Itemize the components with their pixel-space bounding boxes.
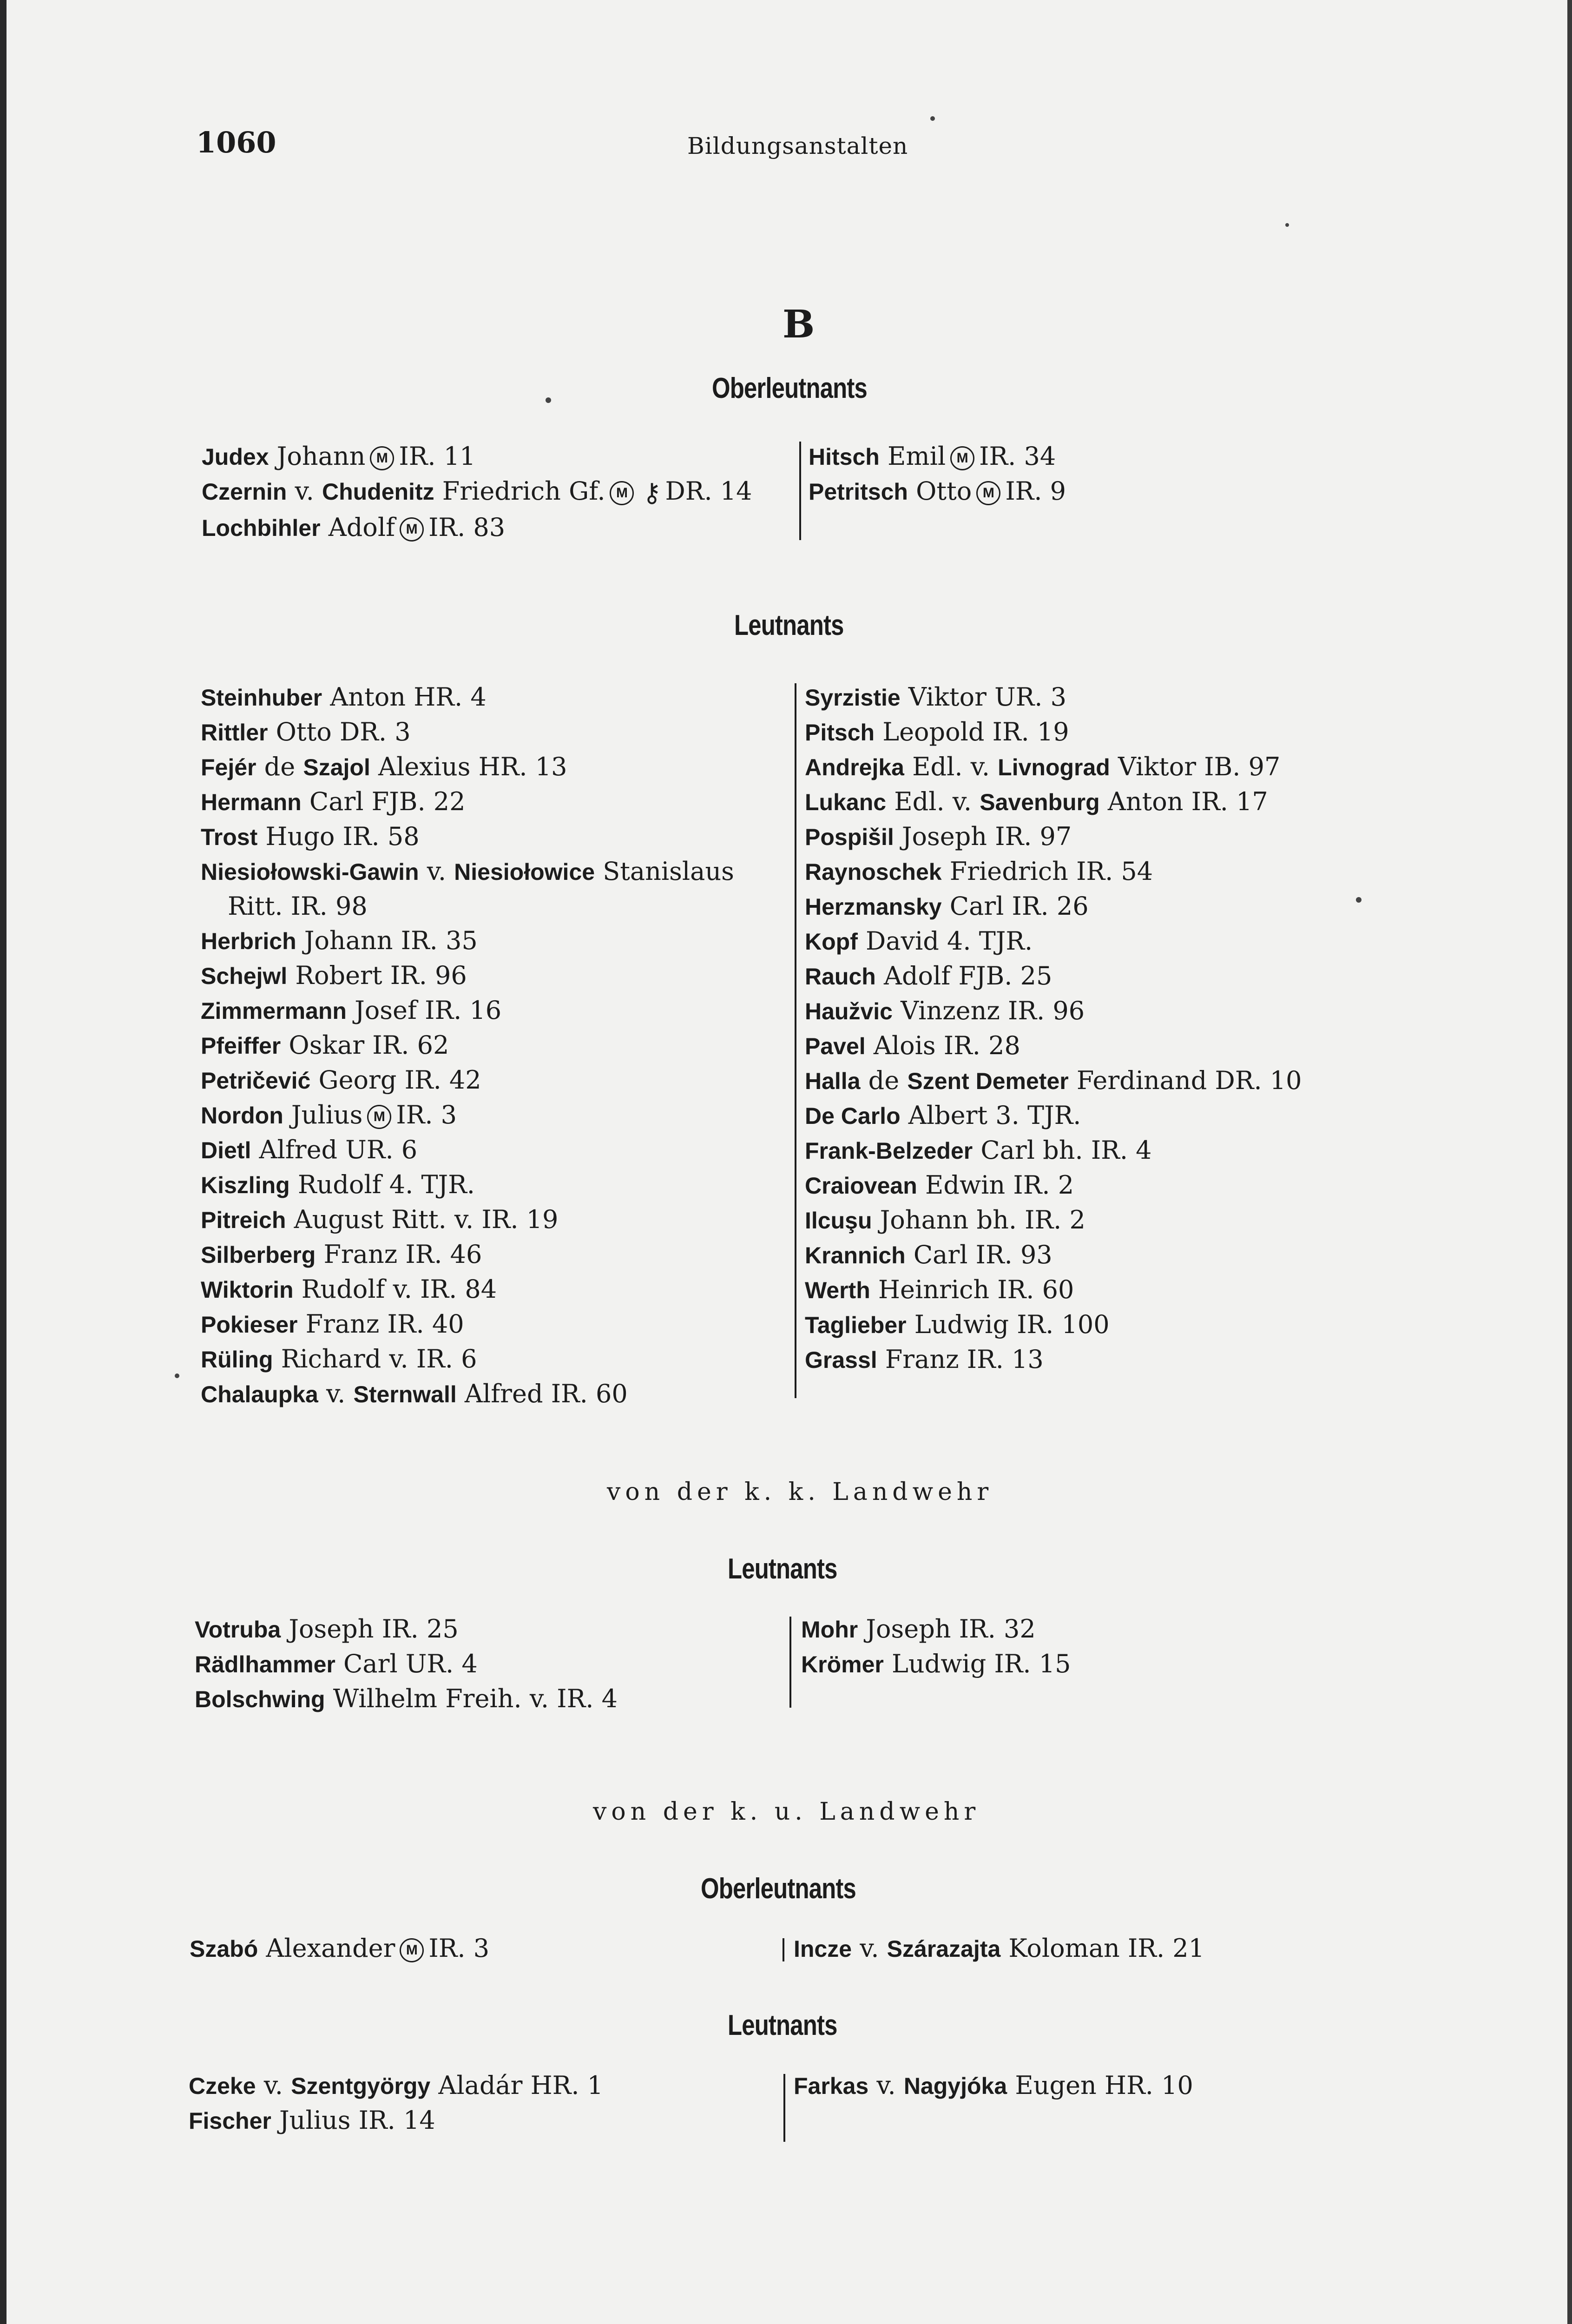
entry-text: Joseph IR. 25	[281, 1614, 459, 1644]
entry-surname: Pitsch	[805, 720, 875, 746]
entry-text: Koloman IR. 21	[1000, 1934, 1204, 1963]
entry-unit: IR. 11	[399, 442, 476, 471]
medal-icon: M	[400, 517, 424, 541]
entry-surname: Syrzistie	[805, 685, 901, 711]
entry-text: Emil	[879, 442, 946, 471]
entry-text: Josef IR. 16	[346, 996, 502, 1025]
list-item	[189, 2068, 603, 2103]
leutnants-right-column	[805, 680, 1302, 1377]
heading-leutnants-ku: Leutnants	[728, 2009, 837, 2041]
entry-surname: Halla	[805, 1068, 861, 1094]
entry-text: Georg IR. 42	[310, 1065, 481, 1095]
list-item	[195, 1647, 618, 1682]
entry-surname: Herbrich	[201, 928, 296, 954]
entry-text: Adolf	[320, 513, 395, 542]
list-item	[805, 1238, 1302, 1273]
entry-surname: Pfeiffer	[201, 1033, 281, 1059]
entry-surname: Andrejka	[805, 754, 904, 780]
entry-surname: Kiszling	[201, 1172, 290, 1198]
entry-surname: Pitreich	[201, 1207, 286, 1233]
entry-text: Carl UR. 4	[335, 1649, 478, 1678]
entry-surname: Werth	[805, 1277, 870, 1303]
list-item	[201, 1098, 734, 1133]
entry-surname: Judex	[202, 444, 269, 470]
list-item	[201, 1133, 734, 1168]
list-item	[189, 2103, 603, 2138]
entry-surname: Lukanc	[805, 789, 887, 815]
list-item	[805, 1203, 1302, 1238]
entry-text: Vinzenz IR. 96	[892, 996, 1085, 1025]
entry-text: Adolf FJB. 25	[875, 961, 1052, 990]
medal-icon: M	[367, 1105, 391, 1129]
entry-surname: Hitsch	[809, 444, 880, 470]
list-item	[805, 889, 1302, 924]
list-item	[805, 1063, 1302, 1098]
list-item	[805, 924, 1302, 959]
entry-surname: Czernin	[202, 479, 287, 505]
entry-text: v.	[868, 2071, 904, 2100]
entry-text: Viktor UR. 3	[900, 682, 1066, 712]
list-item	[805, 785, 1302, 819]
kk-leutnants-left-column	[195, 1612, 618, 1717]
scan-speck	[546, 397, 551, 403]
medal-icon: M	[950, 446, 974, 470]
entry-unit: IR. 83	[428, 513, 506, 542]
entry-surname: Pokieser	[201, 1312, 298, 1338]
key-icon: ⚷	[642, 478, 662, 508]
list-item	[202, 439, 752, 474]
column-divider	[795, 683, 796, 1398]
entry-text: Alfred UR. 6	[251, 1135, 418, 1164]
oberleutnants-right-column	[809, 439, 1066, 509]
entry-text: Franz IR. 13	[877, 1345, 1044, 1374]
entry-surname: Votruba	[195, 1617, 281, 1643]
entry-text: Friedrich IR. 54	[941, 857, 1153, 886]
entry-text: v.	[318, 1379, 354, 1408]
scan-speck	[1356, 897, 1362, 903]
entry-surname: Wiktorin	[201, 1277, 294, 1303]
entry-surname: Zimmermann	[201, 998, 347, 1024]
entry-text: Joseph IR. 32	[858, 1614, 1036, 1644]
entry-text: v.	[287, 476, 322, 506]
list-item	[805, 1342, 1302, 1377]
entry-surname: Rädlhammer	[195, 1651, 335, 1677]
list-item	[201, 924, 734, 958]
medal-icon: M	[976, 481, 1000, 505]
entry-surname: Szabó	[190, 1936, 258, 1962]
entry-surname: Herzmansky	[805, 894, 942, 920]
entry-surname: Incze	[794, 1936, 852, 1962]
entry-text: Rudolf v. IR. 84	[293, 1274, 497, 1304]
list-item	[805, 715, 1302, 750]
list-item	[805, 1029, 1302, 1063]
entry-text: Albert 3. TJR.	[900, 1101, 1081, 1130]
entry-text: August Ritt. v. IR. 19	[286, 1205, 559, 1234]
entry-surname: Farkas	[794, 2073, 869, 2099]
entry-surname: Frank-Belzeder	[805, 1138, 973, 1164]
entry-surname: Grassl	[805, 1347, 877, 1373]
list-item	[201, 993, 734, 1028]
list-item	[809, 474, 1066, 509]
heading-oberleutnants-ku: Oberleutnants	[701, 1873, 856, 1905]
entry-surname: Dietl	[201, 1137, 251, 1163]
entry-surname: Silberberg	[201, 1242, 316, 1268]
entry-text: Otto	[908, 476, 972, 506]
entry-surname: Savenburg	[980, 789, 1100, 815]
entry-unit: IR. 34	[979, 442, 1056, 471]
kk-leutnants-right-column	[801, 1612, 1071, 1682]
scan-speck	[930, 116, 935, 121]
list-item	[201, 1342, 734, 1377]
oberleutnants-left-column	[202, 439, 752, 545]
entry-text: Viktor IB. 97	[1110, 752, 1281, 781]
entry-text: Stanislaus	[595, 857, 734, 886]
entry-text: Leopold IR. 19	[875, 717, 1069, 746]
entry-text: Edwin IR. 2	[917, 1170, 1074, 1200]
list-item	[794, 1931, 1204, 1966]
page-number: 1060	[196, 125, 276, 159]
entry-text: Carl FJB. 22	[301, 787, 466, 816]
entry-unit: IR. 3	[428, 1934, 490, 1963]
list-item	[201, 1028, 734, 1063]
entry-surname: Craiovean	[805, 1173, 917, 1199]
entry-text: Ludwig IR. 100	[906, 1310, 1110, 1339]
entry-continuation: Ritt. IR. 98	[228, 891, 368, 921]
list-item	[202, 510, 752, 545]
entry-text: Wilhelm Freih. v. IR. 4	[325, 1684, 618, 1713]
entry-surname: Nagyjóka	[903, 2073, 1007, 2099]
entry-unit: IR. 9	[1005, 476, 1066, 506]
entry-surname: Haužvic	[805, 998, 893, 1024]
entry-text: de	[256, 752, 303, 781]
list-item	[201, 750, 734, 785]
entry-text: Alexander	[258, 1934, 395, 1963]
entry-surname: Trost	[201, 824, 258, 850]
entry-text: Robert IR. 96	[287, 961, 467, 990]
list-item	[805, 1133, 1302, 1168]
running-head: Bildungsanstalten	[687, 132, 908, 159]
entry-surname: Bolschwing	[195, 1686, 325, 1712]
entry-surname: Pospišil	[805, 824, 894, 850]
list-item	[805, 1273, 1302, 1307]
entry-surname: Ilcuşu	[805, 1208, 872, 1234]
entry-surname: Raynoschek	[805, 859, 942, 885]
entry-surname: Szárazajta	[887, 1936, 1001, 1962]
list-item	[190, 1931, 489, 1966]
heading-leutnants: Leutnants	[734, 609, 844, 641]
ku-leutnants-right-column	[794, 2068, 1193, 2103]
ku-leutnants-left-column	[189, 2068, 603, 2138]
entry-surname: Pavel	[805, 1033, 866, 1059]
entry-text: Joseph IR. 97	[894, 822, 1072, 851]
entry-surname: Mohr	[801, 1617, 858, 1643]
entry-surname: De Carlo	[805, 1103, 901, 1129]
list-item	[801, 1612, 1071, 1647]
heading-oberleutnants: Oberleutnants	[712, 372, 867, 404]
list-item	[202, 474, 752, 510]
entry-text: Franz IR. 40	[297, 1309, 464, 1339]
entry-text: Alois IR. 28	[865, 1031, 1020, 1060]
list-item	[195, 1682, 618, 1717]
list-item	[805, 819, 1302, 854]
entry-text: Carl IR. 93	[905, 1240, 1052, 1269]
entry-surname: Chudenitz	[322, 479, 434, 505]
entry-text: Carl bh. IR. 4	[973, 1136, 1152, 1165]
entry-surname: Nordon	[201, 1103, 283, 1129]
column-divider	[783, 1938, 784, 1961]
entry-text: Anton HR. 4	[322, 682, 487, 712]
entry-text: Johann bh. IR. 2	[872, 1205, 1085, 1235]
list-item	[805, 750, 1302, 785]
entry-text: Carl IR. 26	[941, 891, 1089, 921]
list-item	[201, 1202, 734, 1237]
list-item	[805, 1307, 1302, 1342]
entry-text: Eugen HR. 10	[1007, 2071, 1193, 2100]
entry-surname: Hermann	[201, 789, 302, 815]
entry-surname: Rüling	[201, 1347, 273, 1373]
entry-surname: Krannich	[805, 1242, 906, 1268]
list-item	[801, 1647, 1071, 1682]
entry-text: Alfred IR. 60	[456, 1379, 628, 1408]
entry-text: Ludwig IR. 15	[883, 1649, 1071, 1678]
entry-text: Aladár HR. 1	[430, 2071, 604, 2100]
list-item	[794, 2068, 1193, 2103]
entry-unit: DR. 14	[665, 476, 752, 506]
entry-surname: Petričević	[201, 1068, 311, 1094]
leutnants-left-column	[201, 680, 734, 1412]
scan-speck	[175, 1373, 179, 1378]
list-item	[201, 819, 734, 854]
ku-oberleutnants-right-column	[794, 1931, 1204, 1966]
entry-text: Edl. v.	[904, 752, 998, 781]
entry-surname: Steinhuber	[201, 685, 322, 711]
list-item	[195, 1612, 618, 1647]
list-item	[201, 1272, 734, 1307]
entry-surname: Szent Demeter	[907, 1068, 1069, 1094]
entry-text: de	[860, 1066, 908, 1095]
entry-text: Heinrich IR. 60	[870, 1275, 1074, 1304]
entry-surname: Sternwall	[353, 1381, 457, 1407]
entry-text: Julius	[283, 1100, 363, 1129]
entry-surname: Taglieber	[805, 1312, 907, 1338]
entry-surname: Rittler	[201, 720, 268, 746]
list-item	[201, 1063, 734, 1098]
entry-text: Franz IR. 46	[316, 1240, 482, 1269]
column-divider	[783, 2074, 785, 2142]
entry-surname: Niesiołowski-Gawin	[201, 859, 419, 885]
list-item	[805, 1168, 1302, 1203]
entry-surname: Petritsch	[809, 479, 908, 505]
entry-surname: Niesiołowice	[454, 859, 595, 885]
entry-text: Friedrich Gf.	[434, 476, 605, 506]
entry-surname: Livnograd	[998, 754, 1110, 780]
list-item	[805, 1098, 1302, 1133]
entry-surname: Fischer	[189, 2108, 271, 2134]
list-item	[201, 854, 734, 889]
list-item	[805, 994, 1302, 1029]
medal-icon: M	[400, 1938, 424, 1962]
entry-text: Johann IR. 35	[296, 926, 478, 955]
list-item	[201, 1377, 734, 1412]
list-item	[201, 1237, 734, 1272]
list-item	[201, 680, 734, 715]
medal-icon: M	[370, 446, 394, 470]
entry-text: Ferdinand DR. 10	[1068, 1066, 1302, 1095]
entry-surname: Szajol	[303, 754, 370, 780]
scan-speck	[1285, 223, 1289, 227]
entry-text: Oskar IR. 62	[281, 1030, 449, 1060]
entry-text: Alexius HR. 13	[370, 752, 567, 781]
entry-text: David 4. TJR.	[857, 926, 1033, 956]
entry-text: v.	[852, 1934, 887, 1963]
list-item	[805, 959, 1302, 994]
subtitle-ku-landwehr: von der k. u. Landwehr	[593, 1798, 980, 1826]
list-item	[201, 715, 734, 750]
entry-text: v.	[256, 2071, 291, 2100]
entry-surname: Fejér	[201, 754, 257, 780]
column-divider	[789, 1617, 791, 1708]
entry-surname: Schejwl	[201, 963, 288, 989]
entry-surname: Kopf	[805, 929, 858, 955]
entry-text: Johann	[269, 442, 366, 471]
entry-text: Hugo IR. 58	[257, 822, 420, 851]
entry-text: v.	[419, 857, 454, 886]
entry-surname: Szentgyörgy	[291, 2073, 431, 2099]
entry-text: Julius IR. 14	[271, 2106, 435, 2135]
entry-text: Rudolf 4. TJR.	[289, 1170, 475, 1199]
entry-surname: Chalaupka	[201, 1381, 318, 1407]
entry-surname: Lochbihler	[202, 515, 321, 541]
list-item	[201, 1307, 734, 1342]
entry-text: Edl. v.	[886, 787, 980, 816]
list-item	[805, 854, 1302, 889]
list-item	[201, 958, 734, 993]
heading-leutnants-kk: Leutnants	[728, 1553, 837, 1585]
entry-text: Otto DR. 3	[268, 717, 411, 746]
entry-unit: IR. 3	[396, 1100, 457, 1129]
ku-oberleutnants-left-column	[190, 1931, 489, 1966]
subtitle-kk-landwehr: von der k. k. Landwehr	[607, 1478, 993, 1506]
entry-text: Richard v. IR. 6	[273, 1344, 477, 1373]
entry-surname: Rauch	[805, 964, 876, 990]
medal-icon: M	[610, 481, 634, 505]
list-item	[201, 889, 734, 924]
list-item	[809, 439, 1066, 474]
section-letter: B	[783, 302, 815, 347]
entry-surname: Krömer	[801, 1651, 884, 1677]
entry-surname: Czeke	[189, 2073, 256, 2099]
column-divider	[799, 442, 801, 540]
entry-text: Anton IR. 17	[1099, 787, 1268, 816]
list-item	[201, 1168, 734, 1202]
list-item	[805, 680, 1302, 715]
list-item	[201, 785, 734, 819]
